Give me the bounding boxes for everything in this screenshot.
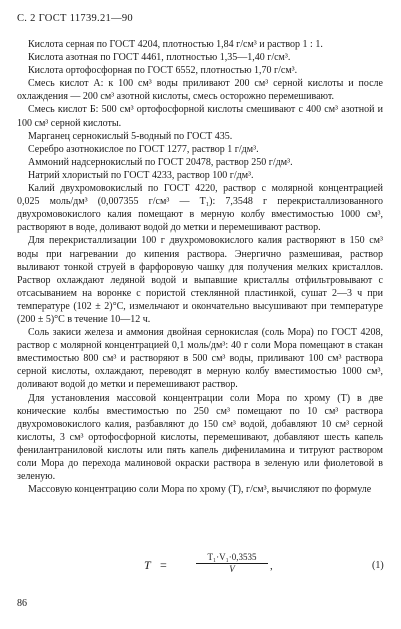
formula-numerator: T₁·V₁·0,3535	[196, 552, 268, 564]
paragraph: Натрий хлористый по ГОСТ 4233, раствор 100 г/дм³.	[28, 169, 254, 181]
formula-fraction	[196, 552, 268, 574]
paragraph: Для установления массовой концентрации соли Мора по хрому (T) в две конические колбы вместимостью по 250 см³ помещают по 10 см³ раствора двухромовокислого калия, разбавляют до 150 см³ водой, добавляют 10 см³ серной кислоты, 3 см³ ортофосфорной кислоты, перемешивают, добавляют шесть капель фенилантраниловой кислоты или пять капель дифениламина и титруют раствором соли Мора до перехода малиновой окраски раствора в зеленую или фиолетовой в зеленую.	[17, 392, 383, 483]
paragraph: Кислота серная по ГОСТ 4204, плотностью 1,84 г/см³ и раствор 1 : 1.	[28, 39, 323, 50]
paragraph: Для перекристаллизации 100 г двухромовокислого калия растворяют в 150 см³ воды при нагревании до кипения раствора. Энергично размешивая, раствор выливают тонкой струей в фарфоровую чашку для получения мелких кристаллов. Раствор охлаждают ледяной водой и выпавшие кристаллы отфильтровывают с отсасыванием на воронке с пористой стеклянной пластинкой, сушат 2—3 ч при температуре (102 ± 2)°С, измельчают и окончательно высушивают при температуре (200 ± 5)°С в течение 10—12 ч.	[17, 235, 383, 325]
paragraph: Калий двухромовокислый по ГОСТ 4220, раствор с молярной концентрацией 0,025 моль/дм³ (0,007355 г/см³ — T₁): 7,3548 г перекристаллизованного двухромовокислого калия помещают в мерную колбу вместимостью 1000 см³, растворяют в воде, доливают водой до метки и перемешивают раствор.	[17, 183, 383, 234]
page-header: С. 2 ГОСТ 11739.21—90	[17, 13, 133, 24]
paragraph: Соль закиси железа и аммония двойная сернокислая (соль Мора) по ГОСТ 4208, раствор с молярной концентрацией 0,1 моль/дм³: 40 г соли Мора помещают в стакан вместимостью 800 см³ и растворяют в 500 см³ воды, приливают 100 см³ раствора серной кислоты, охлаждают, переводят в мерную колбу вместимостью 1000 см³, доливают водой до метки и перемешивают раствор.	[17, 327, 383, 391]
formula	[0, 552, 401, 580]
formula-number: (1)	[372, 560, 384, 571]
formula-lhs: T	[144, 558, 151, 572]
paragraph: Массовую концентрацию соли Мора по хрому (T), г/см³, вычисляют по формуле	[28, 484, 372, 496]
paragraph: Кислота ортофосфорная по ГОСТ 6552, плотностью 1,70 г/см³.	[28, 65, 298, 77]
formula-denominator: V	[229, 564, 235, 574]
paragraph: Кислота азотная по ГОСТ 4461, плотностью 1,35—1,40 г/см³.	[28, 52, 291, 64]
paragraph: Аммоний надсернокислый по ГОСТ 20478, раствор 250 г/дм³.	[28, 156, 293, 168]
paragraph: Смесь кислот А: к 100 см³ воды приливают 200 см³ серной кислоты и после охлаждения — 200 см³ азотной кислоты, смесь осторожно перемешивают.	[17, 78, 383, 103]
formula-comma: ,	[270, 560, 273, 572]
formula-equals: =	[160, 558, 167, 572]
page-number: 86	[17, 598, 27, 609]
paragraph: Смесь кислот Б: 500 см³ ортофосфорной кислоты смешивают с 400 см³ азотной и 100 см³ серной кислоты.	[17, 104, 383, 129]
paragraph: Серебро азотнокислое по ГОСТ 1277, раствор 1 г/дм³.	[28, 143, 259, 155]
paragraph: Марганец сернокислый 5-водный по ГОСТ 435.	[28, 130, 233, 142]
document-body	[17, 38, 383, 496]
